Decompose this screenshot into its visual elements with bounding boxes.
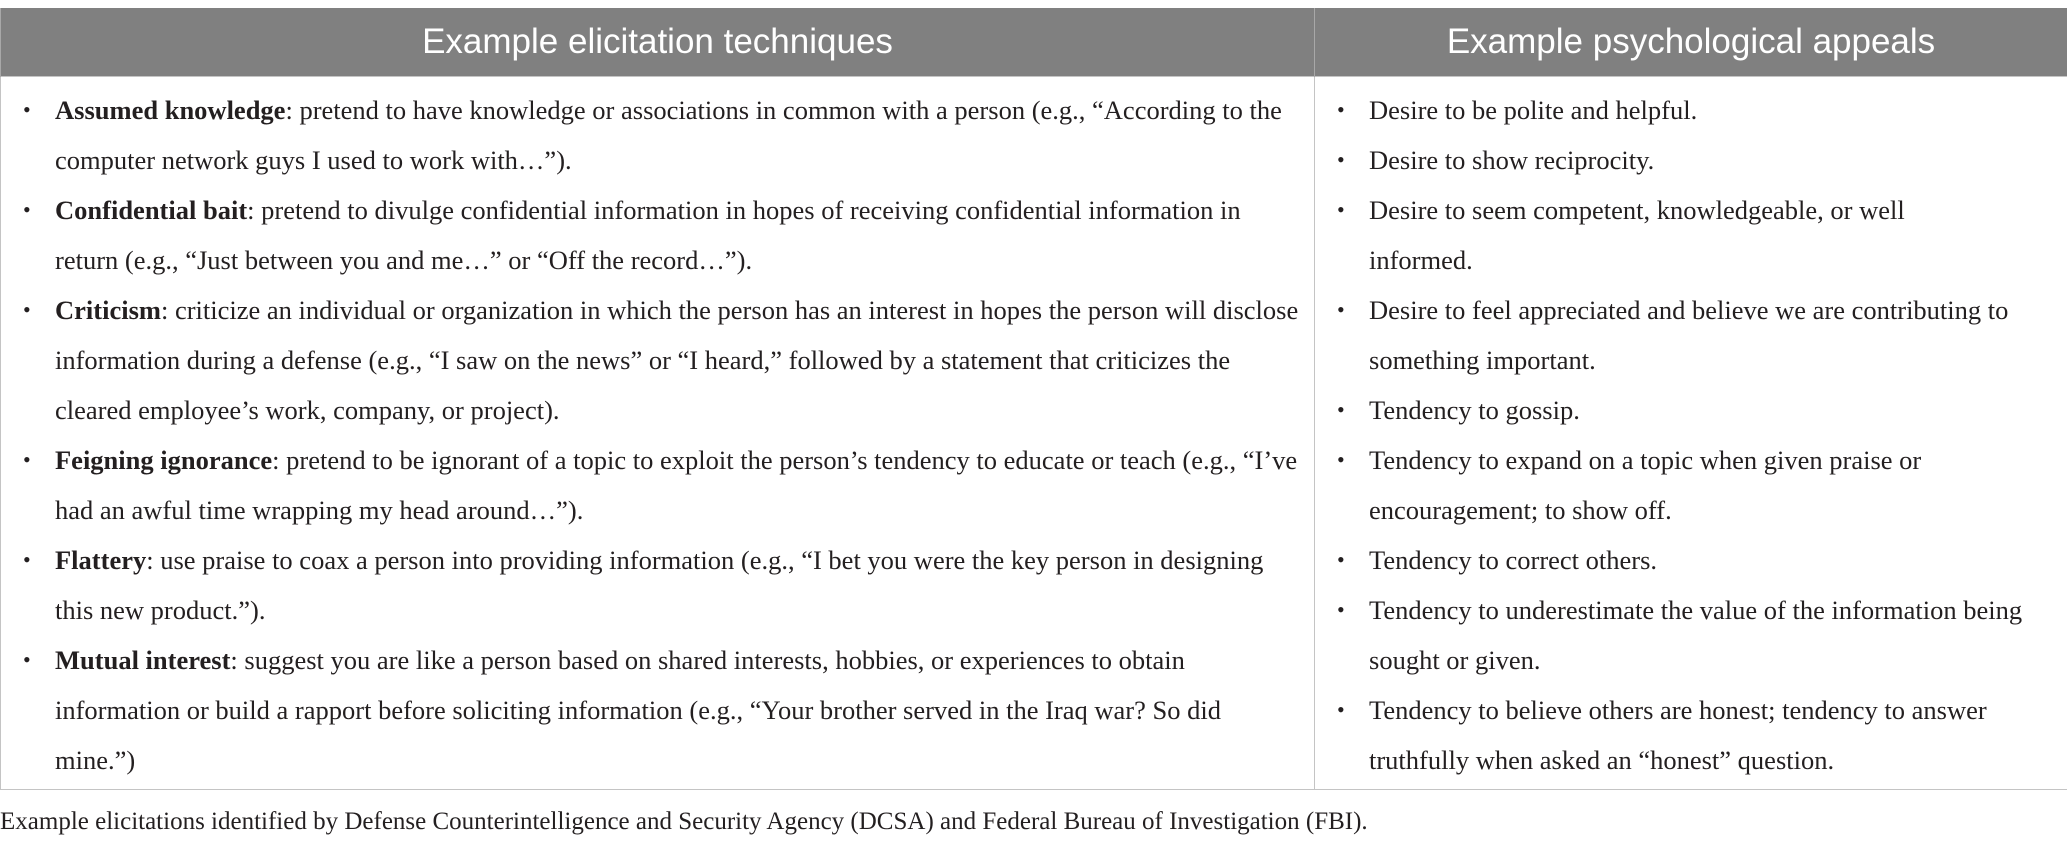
appeal-item bbox=[1315, 385, 2067, 435]
appeal-text: Desire to seem competent, knowledgeable, or well informed. bbox=[1369, 195, 1905, 275]
appeal-text: Tendency to correct others. bbox=[1369, 545, 1658, 575]
appeals-cell bbox=[1315, 77, 2067, 790]
appeal-text: Tendency to gossip. bbox=[1369, 395, 1580, 425]
appeal-item bbox=[1315, 435, 2067, 535]
appeal-text: Tendency to underestimate the value of the information being sought or given. bbox=[1369, 595, 2023, 675]
technique-term: Assumed knowledge bbox=[55, 95, 286, 125]
bullet-icon: • bbox=[1337, 197, 1345, 222]
technique-term: Flattery bbox=[55, 545, 147, 575]
appeal-text: Desire to show reciprocity. bbox=[1369, 145, 1655, 175]
bullet-icon: • bbox=[23, 547, 31, 572]
appeal-text: Tendency to expand on a topic when given praise or encouragement; to show off. bbox=[1369, 445, 1922, 525]
technique-description: : suggest you are like a person based on shared interests, hobbies, or experiences to obtain information or build a rapport before soliciting information (e.g., “Your brother served in the Iraq war? So did mine.”) bbox=[55, 645, 1221, 775]
techniques-list bbox=[1, 85, 1314, 785]
bullet-icon: • bbox=[1337, 697, 1345, 722]
table-header-row bbox=[1, 8, 2067, 77]
appeal-item bbox=[1315, 185, 2067, 285]
technique-term: Mutual interest bbox=[55, 645, 231, 675]
appeal-item bbox=[1315, 85, 2067, 135]
technique-item bbox=[1, 185, 1314, 285]
bullet-icon: • bbox=[1337, 547, 1345, 572]
bullet-icon: • bbox=[23, 97, 31, 122]
bullet-icon: • bbox=[23, 447, 31, 472]
header-elicitation-techniques: Example elicitation techniques bbox=[1, 8, 1315, 77]
bullet-icon: • bbox=[1337, 397, 1345, 422]
appeal-item bbox=[1315, 285, 2067, 385]
bullet-icon: • bbox=[1337, 147, 1345, 172]
bullet-icon: • bbox=[23, 297, 31, 322]
appeal-text: Desire to feel appreciated and believe we are contributing to something important. bbox=[1369, 295, 2009, 375]
bullet-icon: • bbox=[1337, 97, 1345, 122]
bullet-icon: • bbox=[23, 197, 31, 222]
table-caption: Example elicitations identified by Defense Counterintelligence and Security Agency (DCSA) and Federal Bureau of Investigation (FBI). bbox=[0, 808, 1368, 835]
technique-description: : pretend to have knowledge or associations in common with a person (e.g., “According to the computer network guys I used to work with…”). bbox=[55, 95, 1282, 175]
appeal-item bbox=[1315, 585, 2067, 685]
appeal-text: Tendency to believe others are honest; tendency to answer truthfully when asked an “honest” question. bbox=[1369, 695, 1987, 775]
appeals-list bbox=[1315, 85, 2067, 785]
appeal-text: Desire to be polite and helpful. bbox=[1369, 95, 1698, 125]
technique-item bbox=[1, 635, 1314, 785]
technique-description: : pretend to divulge confidential information in hopes of receiving confidential information in return (e.g., “Just between you and me…” or “Off the record…”). bbox=[55, 195, 1241, 275]
technique-item bbox=[1, 435, 1314, 535]
bullet-icon: • bbox=[23, 647, 31, 672]
appeal-item bbox=[1315, 535, 2067, 585]
bullet-icon: • bbox=[1337, 297, 1345, 322]
technique-item bbox=[1, 85, 1314, 185]
elicitation-table bbox=[0, 8, 2067, 790]
elicitation-table-container bbox=[0, 8, 2067, 790]
technique-term: Criticism bbox=[55, 295, 161, 325]
technique-description: : criticize an individual or organization in which the person has an interest in hopes the person will disclose information during a defense (e.g., “I saw on the news” or “I heard,” followed by a statement that criticizes the cleared employee’s work, company, or project). bbox=[55, 295, 1299, 425]
bullet-icon: • bbox=[1337, 597, 1345, 622]
table-body-row bbox=[1, 77, 2067, 790]
techniques-cell bbox=[1, 77, 1315, 790]
appeal-item bbox=[1315, 135, 2067, 185]
technique-description: : pretend to be ignorant of a topic to exploit the person’s tendency to educate or teach (e.g., “I’ve had an awful time wrapping my head around…”). bbox=[55, 445, 1298, 525]
technique-description: : use praise to coax a person into providing information (e.g., “I bet you were the key person in designing this new product.”). bbox=[55, 545, 1264, 625]
technique-item bbox=[1, 285, 1314, 435]
bullet-icon: • bbox=[1337, 447, 1345, 472]
header-psychological-appeals: Example psychological appeals bbox=[1315, 8, 2067, 77]
technique-term: Confidential bait bbox=[55, 195, 248, 225]
appeal-item bbox=[1315, 685, 2067, 785]
technique-term: Feigning ignorance bbox=[55, 445, 273, 475]
technique-item bbox=[1, 535, 1314, 635]
